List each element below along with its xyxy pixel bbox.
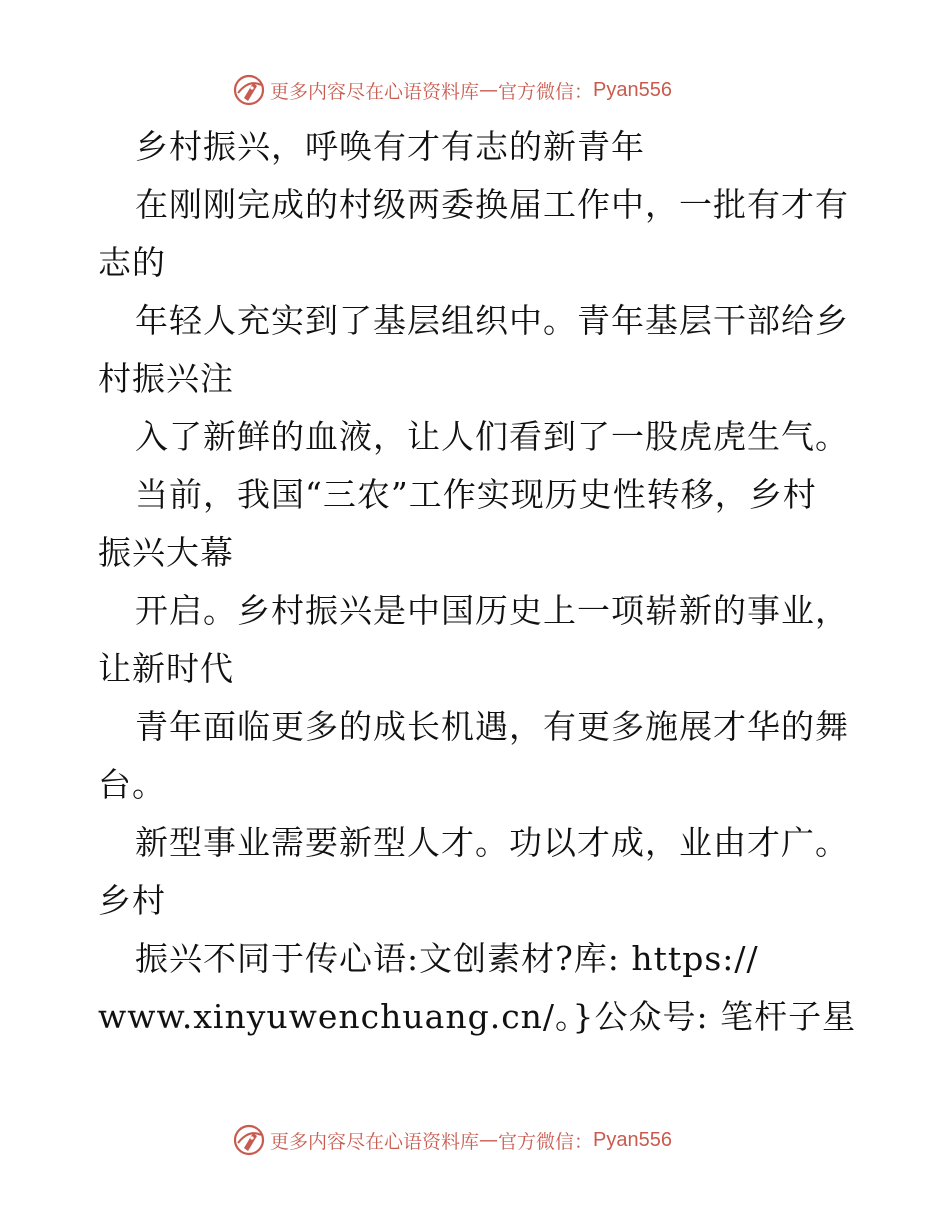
paragraph-line: 当前，我国“三农”工作实现历史性转移，乡村 bbox=[135, 475, 817, 514]
banner-dash: — bbox=[479, 79, 499, 101]
paragraph-line: 开启。乡村振兴是中国历史上一项崭新的事业， bbox=[135, 591, 849, 630]
banner-wechat-id: Pyan556 bbox=[593, 1128, 672, 1151]
paragraph-line: 志的 bbox=[98, 243, 166, 282]
paragraph-line: 青年面临更多的成长机遇，有更多施展才华的舞 bbox=[135, 707, 849, 746]
paragraph-line: 年轻人充实到了基层组织中。青年基层干部给乡 bbox=[135, 301, 849, 340]
paragraph-line: 让新时代 bbox=[98, 649, 234, 688]
pen-nib-logo-icon bbox=[232, 1123, 266, 1157]
banner-text: 更多内容尽在心语资料库 bbox=[270, 1130, 480, 1153]
banner-wechat-label: 官方微信： bbox=[498, 1130, 594, 1153]
paragraph-line: 振兴大幕 bbox=[98, 533, 234, 572]
banner-text: 更多内容尽在心语资料库 bbox=[270, 80, 480, 103]
paragraph-line: 新型事业需要新型人才。功以才成，业由才广。 bbox=[135, 823, 849, 862]
paragraph-line: 振兴不同于传心语:文创素材?库: https:// bbox=[135, 939, 759, 978]
paragraph-line: 村振兴注 bbox=[98, 359, 234, 398]
banner-wechat-id: Pyan556 bbox=[593, 78, 672, 101]
footer-watermark-banner bbox=[232, 1122, 672, 1158]
document-title: 乡村振兴，呼唤有才有志的新青年 bbox=[135, 127, 645, 166]
paragraph-line: 在刚刚完成的村级两委换届工作中，一批有才有 bbox=[135, 185, 849, 224]
banner-wechat-label: 官方微信： bbox=[498, 80, 594, 103]
paragraph-line: 乡村 bbox=[98, 881, 166, 920]
pen-nib-logo-icon bbox=[232, 73, 266, 107]
header-watermark-banner bbox=[232, 72, 672, 108]
banner-dash: — bbox=[479, 1129, 499, 1151]
paragraph-line: 台。 bbox=[98, 765, 166, 804]
paragraph-line: 入了新鲜的血液，让人们看到了一股虎虎生气。 bbox=[135, 417, 849, 456]
paragraph-line-url: www.xinyuwenchuang.cn/。}公众号: 笔杆子星 bbox=[98, 997, 857, 1036]
